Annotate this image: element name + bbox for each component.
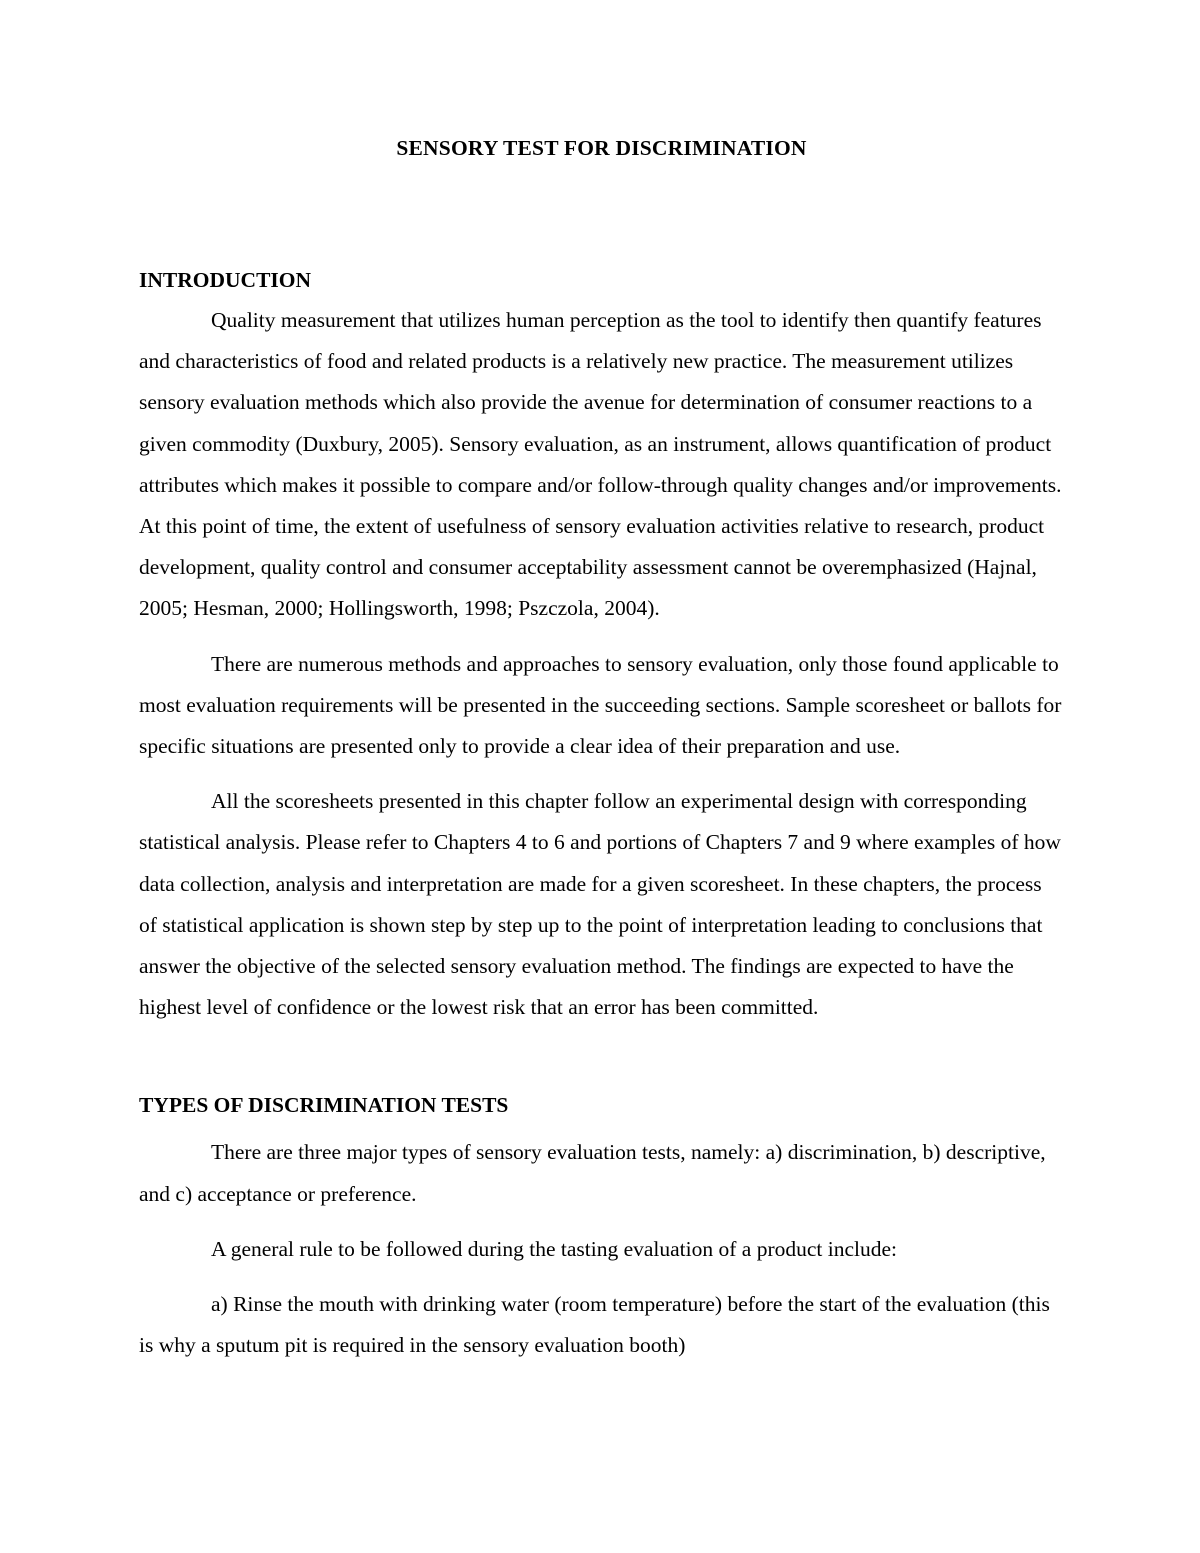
section-heading-introduction: INTRODUCTION (139, 268, 312, 292)
types-paragraph-3: a) Rinse the mouth with drinking water (room temperature) before the start of the evaluation (this is why a sputum pit is required in the sensory evaluation booth) (139, 1292, 1050, 1358)
intro-paragraph-2: There are numerous methods and approaches to sensory evaluation, only those found applicable to most evaluation requirements will be presented in the succeeding sections. Sample scoresheet or ballots for specific situations are presented only to provide a clear idea of their preparation and use. (139, 651, 1062, 759)
document-title: SENSORY TEST FOR DISCRIMINATION (396, 136, 807, 160)
intro-paragraph-1: Quality measurement that utilizes human perception as the tool to identify then quantify features and characteristics of food and related products is a relatively new practice. The measurement utilizes sensory evaluation methods which also provide the avenue for determination of consumer reactions to a given commodity (Duxbury, 2005). Sensory evaluation, as an instrument, allows quantification of product attributes which makes it possible to compare and/or follow-through quality changes and/or improvements. At this point of time, the extent of usefulness of sensory evaluation activities relative to research, product development, quality control and consumer acceptability assessment cannot be overemphasized (Hajnal, 2005; Hesman, 2000; Hollingsworth, 1998; Pszczola, 2004). (139, 308, 1062, 621)
page-content (139, 130, 1064, 1380)
types-paragraph-1: There are three major types of sensory evaluation tests, namely: a) discrimination, b) descriptive, and c) acceptance or preference. (139, 1140, 1046, 1206)
intro-paragraph-3: All the scoresheets presented in this chapter follow an experimental design with corresponding statistical analysis. Please refer to Chapters 4 to 6 and portions of Chapters 7 and 9 where examples of how data collection, analysis and interpretation are made for a given scoresheet. In these chapters, the process of statistical application is shown step by step up to the point of interpretation leading to conclusions that answer the objective of the selected sensory evaluation method. The findings are expected to have the highest level of confidence or the lowest risk that an error has been committed. (139, 789, 1061, 1020)
types-paragraph-2: A general rule to be followed during the tasting evaluation of a product include: (211, 1236, 898, 1261)
section-heading-types-of-discrimination-tests: TYPES OF DISCRIMINATION TESTS (139, 1093, 509, 1118)
